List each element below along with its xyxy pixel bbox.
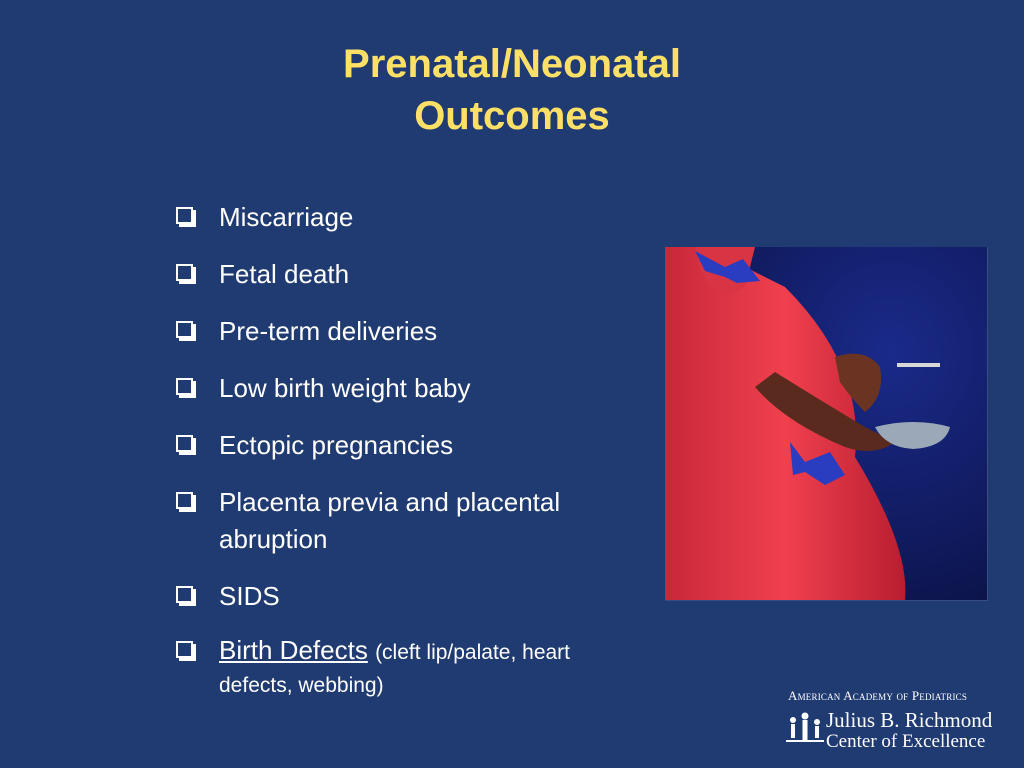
logo-organization: American Academy of Pediatrics [788,688,968,703]
list-item-label: Pre-term deliveries [219,316,438,346]
list-item [176,199,646,236]
family-figures-icon [786,710,824,754]
pregnant-woman-smoking-photo [665,247,988,601]
birth-defects-link[interactable]: Birth Defects [219,635,368,665]
slide-title [0,38,1024,142]
title-line-2: Outcomes [414,94,610,138]
list-item-label: Ectopic pregnancies [219,430,454,460]
list-item [176,427,646,464]
checkbox-bullet-icon [176,207,193,224]
birth-defects-note: (cleft lip/palate, heart defects, webbing) [219,641,570,697]
checkbox-bullet-icon [176,435,193,452]
list-item-label: Placenta previa and placental abruption [219,487,561,554]
photo-illustration [665,247,987,600]
checkbox-bullet-icon [176,492,193,509]
checkbox-bullet-icon [176,378,193,395]
list-item-label: Miscarriage [219,202,354,232]
logo-center-name: Julius B. Richmond [826,708,993,732]
list-item-label: Low birth weight baby [219,373,471,403]
outcomes-list [176,199,646,721]
checkbox-bullet-icon [176,586,193,603]
checkbox-bullet-icon [176,321,193,338]
checkbox-bullet-icon [176,264,193,281]
list-item [176,370,646,407]
list-item [176,256,646,293]
checkbox-bullet-icon [176,641,193,658]
list-item-label: Fetal death [219,259,350,289]
aap-richmond-center-logo [786,688,1001,758]
list-item [176,484,646,558]
list-item-label: SIDS [219,581,280,611]
list-item [176,578,646,615]
list-item [176,313,646,350]
list-item-birth-defects [176,635,646,701]
logo-center-suffix: Center of Excellence [826,731,986,752]
title-line-1: Prenatal/Neonatal [343,42,681,86]
